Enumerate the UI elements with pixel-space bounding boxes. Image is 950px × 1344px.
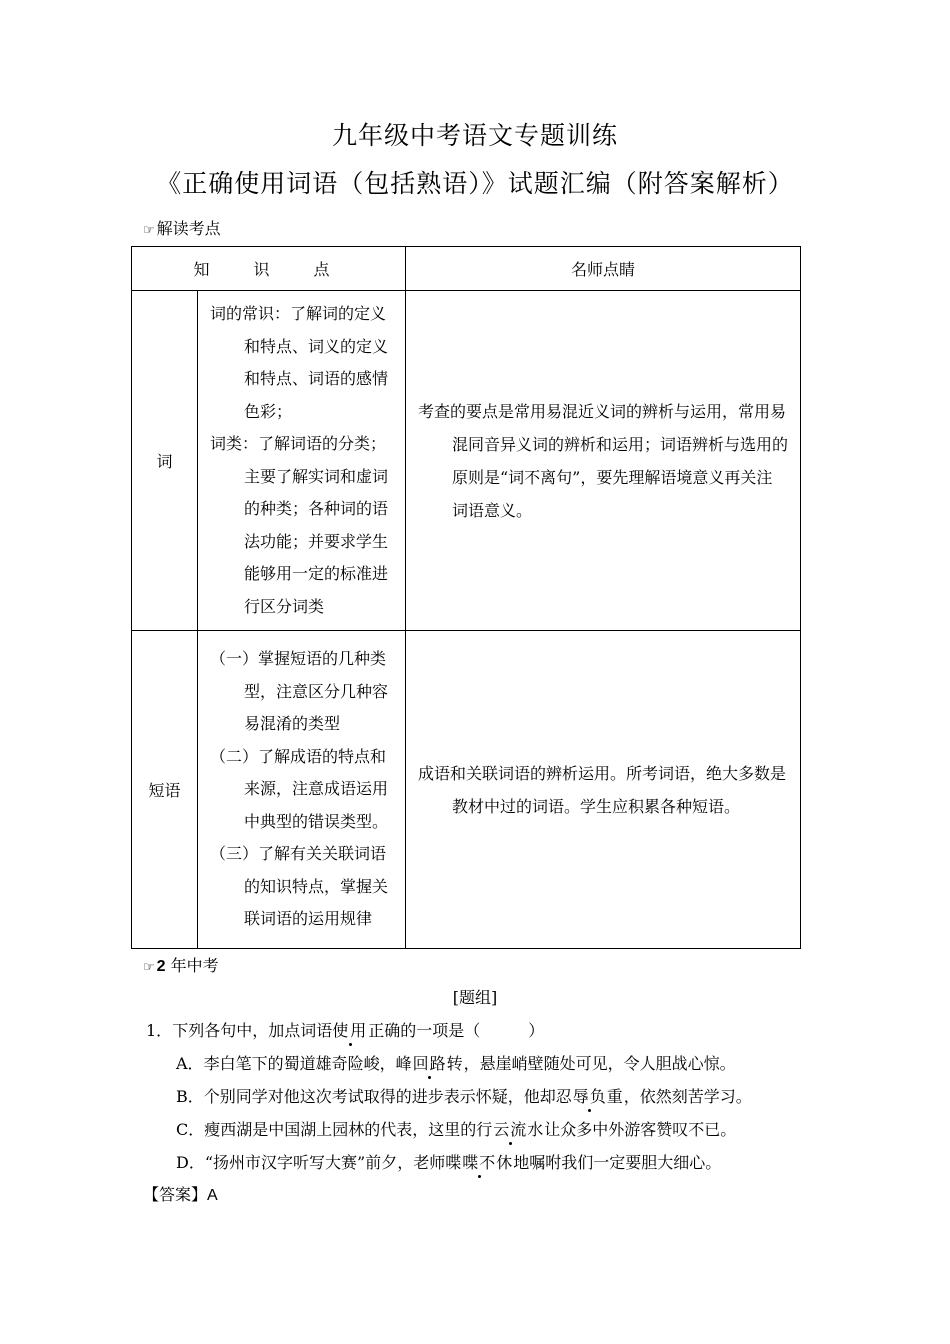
- knowledge-points: [198, 291, 406, 631]
- header-teacher-tips: 名师点睛: [406, 247, 801, 291]
- tip-text: 成语和关联词语的辨析运用。所考词语，绝大多数是教材中过的词语。学生应积累各种短语。: [418, 763, 787, 816]
- teacher-tip: [406, 631, 801, 949]
- section-heading-exam: [143, 953, 219, 976]
- page-subtitle: 《正确使用词语（包括熟语）》试题汇编（附答案解析）: [156, 169, 794, 198]
- row-label: 短语: [132, 631, 198, 949]
- option-letter: A．: [176, 1054, 204, 1073]
- row-label: 词: [132, 291, 198, 631]
- emphasis-dotted: 行云流水: [476, 1120, 545, 1139]
- stem-text: 正确的一项是（ ）: [368, 1021, 545, 1040]
- knowledge-table: [131, 246, 801, 949]
- section-label: 解读考点: [156, 219, 221, 238]
- section-label: 年中考: [170, 956, 219, 975]
- point-item: （二）了解成语的特点和来源，注意成语运用中典型的错误类型。: [210, 746, 389, 831]
- answer-line: [143, 1182, 218, 1205]
- emphasis-dotted: 喋喋不休: [445, 1153, 514, 1172]
- option-d: [176, 1150, 721, 1173]
- table-row: [132, 631, 801, 949]
- option-letter: D．: [176, 1153, 205, 1172]
- emphasis-dotted: 峰回路转: [395, 1054, 464, 1073]
- option-letter: B．: [176, 1087, 204, 1106]
- emphasis-dotted: 忍辱负重: [555, 1087, 624, 1106]
- option-a: [176, 1051, 736, 1074]
- option-text: ，依然刻苦学习。: [623, 1087, 752, 1106]
- stem-text: 下列各句中，加点词语: [172, 1021, 333, 1040]
- point-item: 词的常识：了解词的定义和特点、词义的定义和特点、词语的感情色彩；: [210, 304, 389, 421]
- point-item: 词类：了解词语的分类；主要了解实词和虚词的种类；各种词的语法功能；并要求学生能够用一定的标准进行区分词类: [210, 434, 389, 616]
- tip-text: 考查的要点是常用易混近义词的辨析与运用，常用易混同音异义词的辨析和运用；词语辨析与选用的原则是“词不离句”，要先理解语境意义再关注词语意义。: [418, 401, 789, 520]
- pointing-hand-icon: ☞: [143, 960, 155, 975]
- point-item: （三）了解有关关联词语的知识特点，掌握关联词语的运用规律: [210, 844, 389, 929]
- table-row: [132, 291, 801, 631]
- option-text: 李白笔下的蜀道雄奇险峻，: [203, 1054, 396, 1073]
- option-text: “扬州市汉字听写大赛”前夕，老师: [204, 1153, 446, 1172]
- option-text: 个别同学对他这次考试取得的进步表示怀疑，他却: [203, 1087, 556, 1106]
- table-header-row: [132, 247, 801, 291]
- answer-value: A: [207, 1187, 218, 1204]
- teacher-tip: [406, 291, 801, 631]
- header-knowledge: 知 识 点: [132, 247, 406, 291]
- answer-label: 【答案】: [143, 1185, 208, 1204]
- question-number: 1．: [146, 1021, 173, 1040]
- group-label: [题组]: [452, 988, 498, 1007]
- option-text: 让众多中外游客赞叹不已。: [544, 1120, 737, 1139]
- section-heading-kaodian: [143, 216, 221, 239]
- emphasis-dotted: 使用: [332, 1021, 369, 1040]
- option-text: 地嘱咐我们一定要胆大细心。: [513, 1153, 722, 1172]
- point-item: （一）掌握短语的几种类型，注意区分几种容易混淆的类型: [210, 649, 389, 734]
- knowledge-points: [198, 631, 406, 949]
- option-text: ，悬崖峭壁随处可见，令人胆战心惊。: [463, 1054, 736, 1073]
- option-letter: C．: [176, 1120, 205, 1139]
- option-c: [176, 1117, 736, 1140]
- page-title: 九年级中考语文专题训练: [331, 121, 618, 150]
- pointing-hand-icon: ☞: [143, 223, 155, 238]
- option-text: 瘦西湖是中国湖上园林的代表，这里的: [204, 1120, 477, 1139]
- section-number: 2: [156, 958, 166, 975]
- question-stem: [146, 1018, 544, 1041]
- option-b: [176, 1084, 752, 1107]
